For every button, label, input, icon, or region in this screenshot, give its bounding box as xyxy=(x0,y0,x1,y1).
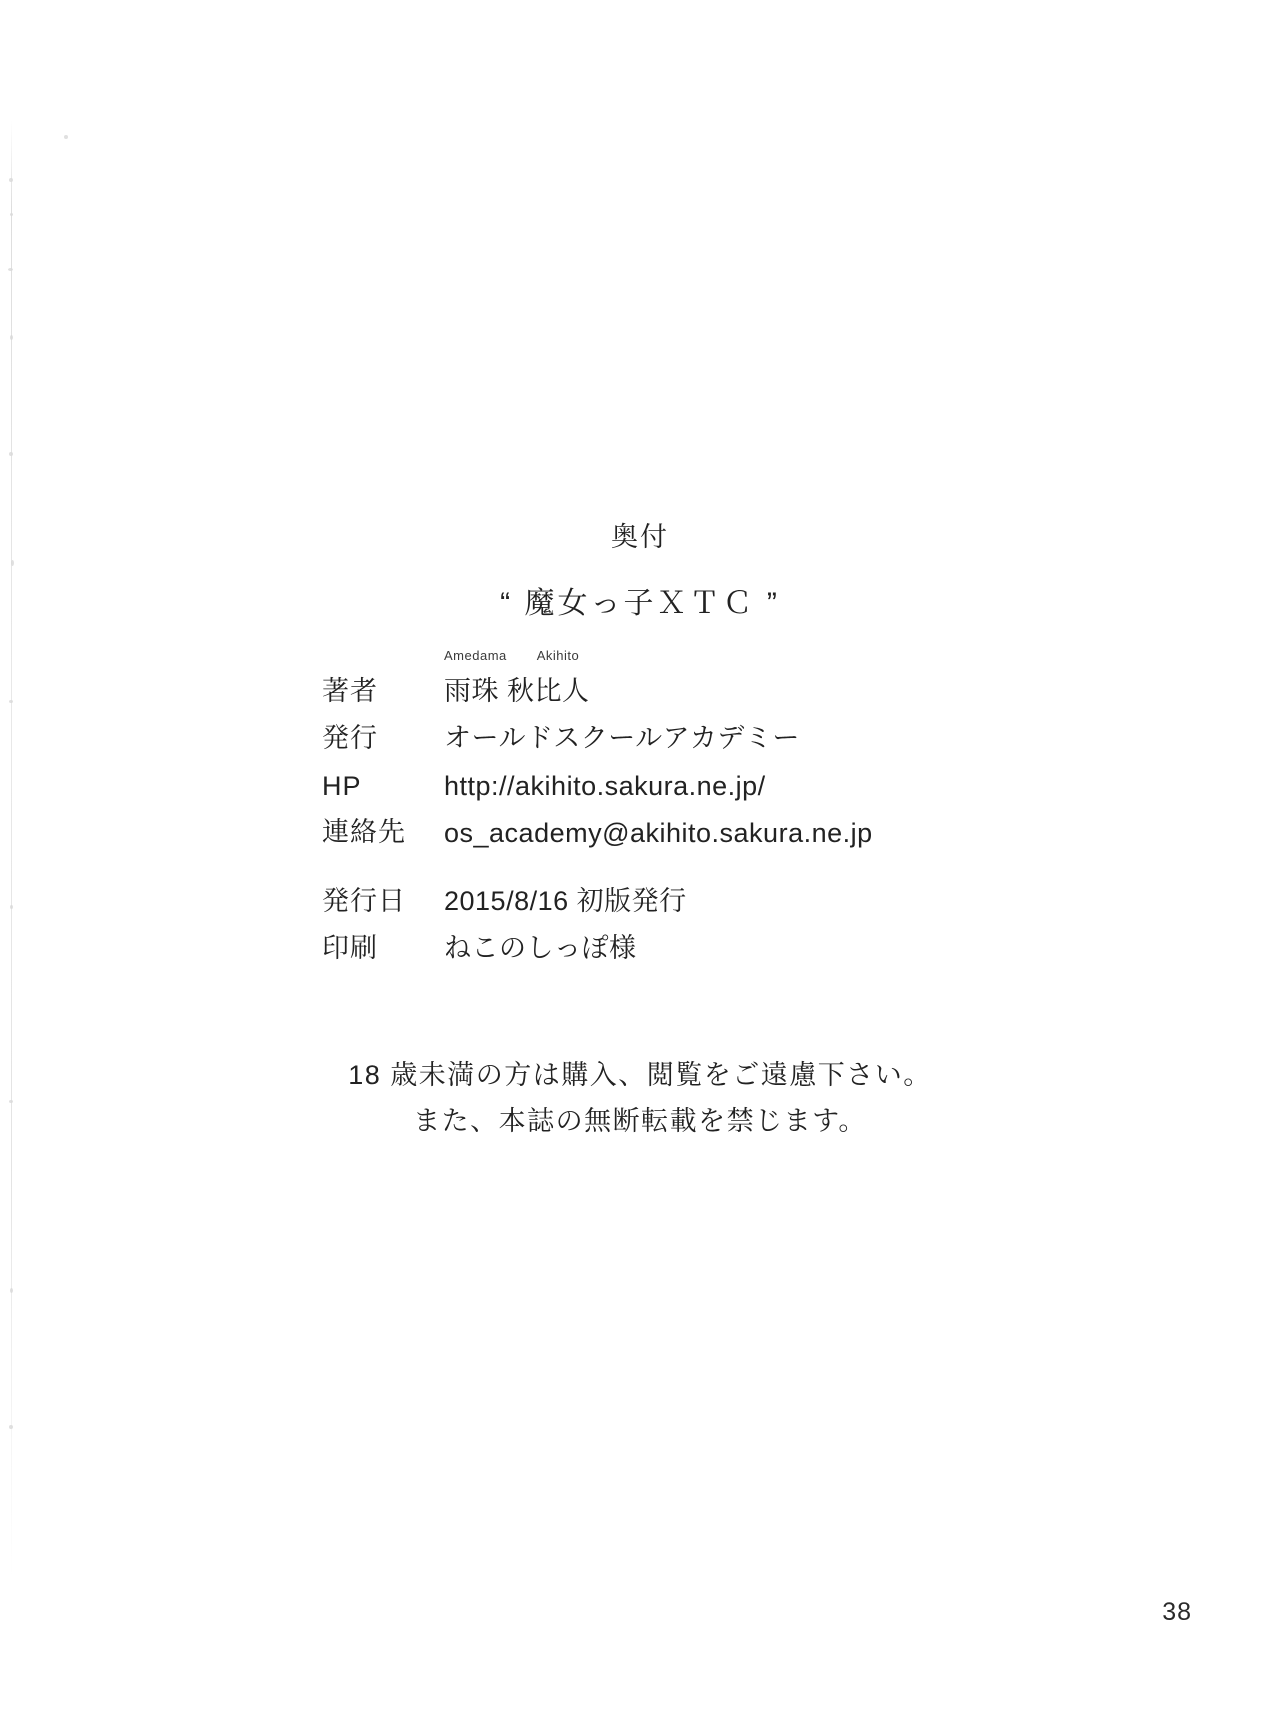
author-furigana xyxy=(444,648,590,663)
publication-value-printer: ねこのしっぽ様 xyxy=(444,933,637,963)
publication-row-printer xyxy=(322,929,1022,965)
notice-line-1: 18 歳未満の方は購入、閲覧をご遠慮下さい。 xyxy=(348,1060,932,1090)
scan-speck xyxy=(9,1425,13,1429)
page-number: 38 xyxy=(1162,1598,1192,1626)
credits-row-homepage xyxy=(322,766,1022,802)
credits-value-homepage-url[interactable]: http://akihito.sakura.ne.jp/ xyxy=(444,771,766,801)
scan-speck xyxy=(10,213,13,216)
scan-speck xyxy=(10,1288,13,1293)
page-edge-line xyxy=(11,120,12,1580)
scan-speck xyxy=(9,452,13,456)
publication-value-date: 2015/8/16 初版発行 xyxy=(444,886,687,916)
credits-label-homepage: HP xyxy=(322,771,362,801)
scan-speck xyxy=(10,905,13,909)
author-name-with-ruby xyxy=(444,648,590,708)
scan-edge-artifacts xyxy=(0,0,26,1709)
credits-label-contact: 連絡先 xyxy=(322,817,406,847)
credits-value-publisher: オールドスクールアカデミー xyxy=(444,723,800,753)
credits-row-author xyxy=(322,648,1022,708)
publication-label-printer: 印刷 xyxy=(322,933,378,963)
author-name: 雨珠 秋比人 xyxy=(444,676,590,706)
scan-speck xyxy=(11,560,14,566)
credits-value-contact-email[interactable]: os_academy@akihito.sakura.ne.jp xyxy=(444,818,873,848)
scan-speck xyxy=(10,335,13,340)
scan-speck xyxy=(64,135,68,139)
publication-label-date: 発行日 xyxy=(322,886,406,916)
scan-speck xyxy=(9,700,13,703)
credits-label-publisher: 発行 xyxy=(322,723,378,753)
notice-line-2: また、本誌の無断転載を禁じます。 xyxy=(413,1106,867,1137)
author-furigana-givenname: Akihito xyxy=(536,648,580,663)
credits-table xyxy=(322,648,1022,860)
work-title: “ 魔女っ子ＸＴＣ ” xyxy=(500,587,780,620)
scan-speck xyxy=(9,178,13,182)
credits-row-contact xyxy=(322,813,1022,849)
scan-speck xyxy=(8,268,13,271)
author-furigana-surname: Amedama xyxy=(444,648,507,663)
publication-table xyxy=(322,882,1022,976)
credits-row-publisher xyxy=(322,719,1022,755)
colophon-heading: 奥付 xyxy=(611,522,669,552)
publication-row-date xyxy=(322,882,1022,918)
age-restriction-notice xyxy=(0,1052,1280,1145)
credits-value-author xyxy=(444,648,590,708)
credits-label-author: 著者 xyxy=(322,676,378,706)
